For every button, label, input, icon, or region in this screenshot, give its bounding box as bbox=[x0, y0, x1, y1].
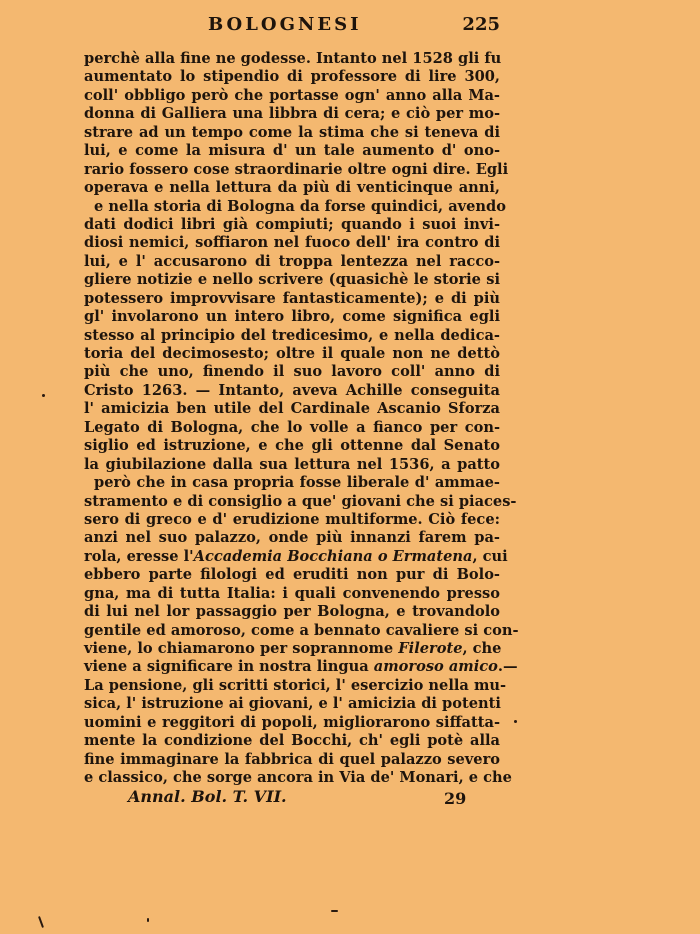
text-line: l' amicizia ben utile del Cardinale Ascanio Sforza bbox=[84, 400, 500, 418]
italic-phrase: amoroso amico bbox=[373, 658, 498, 676]
text-line: gna, ma di tutta Italia: i quali convenendo presso bbox=[84, 584, 500, 602]
text-line: strare ad un tempo come la stima che si teneva di bbox=[84, 123, 500, 141]
text-line: di lui nel lor passaggio per Bologna, e trovandolo bbox=[84, 603, 500, 621]
text-line: rario fossero cose straordinarie oltre ogni dire. Egli bbox=[84, 160, 509, 178]
text-line: dati dodici libri già compiuti; quando i suoi invi- bbox=[84, 215, 500, 233]
text-line bbox=[84, 640, 500, 658]
page-header bbox=[84, 14, 500, 40]
italic-title: Accademia Bocchiana o Ermatena bbox=[193, 547, 473, 565]
text-line: siglio ed istruzione, e che gli ottenne dal Senato bbox=[84, 437, 500, 455]
text-line bbox=[84, 658, 518, 676]
text-line: e nella storia di Bologna da forse quindici, avendo bbox=[94, 197, 506, 215]
italic-nickname: Filerote bbox=[398, 640, 463, 657]
line-text: viene, lo chiamarono per soprannome bbox=[84, 640, 399, 657]
text-line: però che in casa propria fosse liberale d' ammae- bbox=[94, 474, 500, 492]
speck-mark bbox=[331, 910, 338, 912]
body-text bbox=[84, 50, 519, 788]
speck-mark bbox=[514, 720, 517, 723]
line-text: , cui bbox=[472, 547, 508, 565]
signature-line: Annal. Bol. T. VII. bbox=[128, 787, 287, 806]
text-line: più che uno, finendo il suo lavoro coll' anno di bbox=[84, 363, 500, 381]
text-line: e classico, che sorge ancora in Via de' Monari, e che bbox=[84, 769, 512, 787]
text-line: aumentato lo stipendio di professore di lire 300, bbox=[84, 68, 500, 86]
text-line: diosi nemici, soffiaron nel fuoco dell' ira contro di bbox=[84, 234, 500, 252]
line-text: viene a significare in nostra lingua bbox=[84, 658, 374, 676]
speck-mark bbox=[42, 394, 45, 397]
text-line: Legato di Bologna, che lo volle a fianco per con- bbox=[84, 418, 500, 436]
text-line: gentile ed amoroso, come a bennato cavaliere si con- bbox=[84, 621, 519, 639]
text-line: sero di greco e d' erudizione multiforme. Ciò fece: bbox=[84, 510, 500, 528]
line-text: .— bbox=[497, 658, 518, 676]
text-line bbox=[84, 547, 508, 566]
line-text: , che bbox=[462, 640, 502, 657]
speck-mark bbox=[147, 918, 149, 922]
text-line: gliere notizie e nello scrivere (quasichè le storie si bbox=[84, 271, 500, 289]
page-footer bbox=[84, 787, 500, 811]
text-line: coll' obbligo però che portasse ogn' anno alla Ma- bbox=[84, 86, 500, 104]
text-line: lui, e l' accusarono di troppa lentezza nel racco- bbox=[84, 252, 500, 270]
text-line: La pensione, gli scritti storici, l' esercizio nella mu- bbox=[84, 676, 507, 694]
text-line: stesso al principio del tredicesimo, e nella dedica- bbox=[84, 326, 500, 344]
text-line: mente la condizione del Bocchi, ch' egli potè alla bbox=[84, 732, 500, 750]
text-line: uomini e reggitori di popoli, migliorarono siffatta- bbox=[84, 713, 500, 731]
page-number: 225 bbox=[462, 14, 500, 35]
text-line: sica, l' istruzione ai giovani, e l' amicizia di potenti bbox=[84, 695, 501, 713]
signature-mark: 29 bbox=[444, 789, 467, 808]
speck-mark bbox=[38, 916, 44, 928]
text-line: la giubilazione dalla sua lettura nel 1536, a patto bbox=[84, 455, 500, 473]
running-head: BOLOGNESI bbox=[208, 14, 362, 35]
text-line: gl' involarono un intero libro, come significa egli bbox=[84, 308, 500, 326]
text-line: lui, e come la misura d' un tale aumento d' ono- bbox=[84, 142, 500, 160]
text-line: fine immaginare la fabbrica di quel palazzo severo bbox=[84, 750, 500, 768]
text-line: potessero improvvisare fantasticamente); e di più bbox=[84, 289, 500, 307]
text-line: ebbero parte filologi ed eruditi non pur di Bolo- bbox=[84, 566, 500, 584]
text-line: stramento e di consiglio a que' giovani che si piaces- bbox=[84, 492, 517, 510]
text-line: Cristo 1263. — Intanto, aveva Achille conseguita bbox=[84, 381, 500, 399]
text-line: perchè alla fine ne godesse. Intanto nel 1528 gli fu bbox=[84, 50, 502, 67]
text-line: anzi nel suo palazzo, onde più innanzi farem pa- bbox=[84, 529, 500, 547]
text-line: toria del decimosesto; oltre il quale non ne dettò bbox=[84, 345, 500, 362]
text-line: donna di Galliera una libbra di cera; e ciò per mo- bbox=[84, 105, 500, 123]
text-line: operava e nella lettura da più di venticinque anni, bbox=[84, 179, 500, 197]
line-text: rola, eresse l' bbox=[84, 547, 194, 565]
